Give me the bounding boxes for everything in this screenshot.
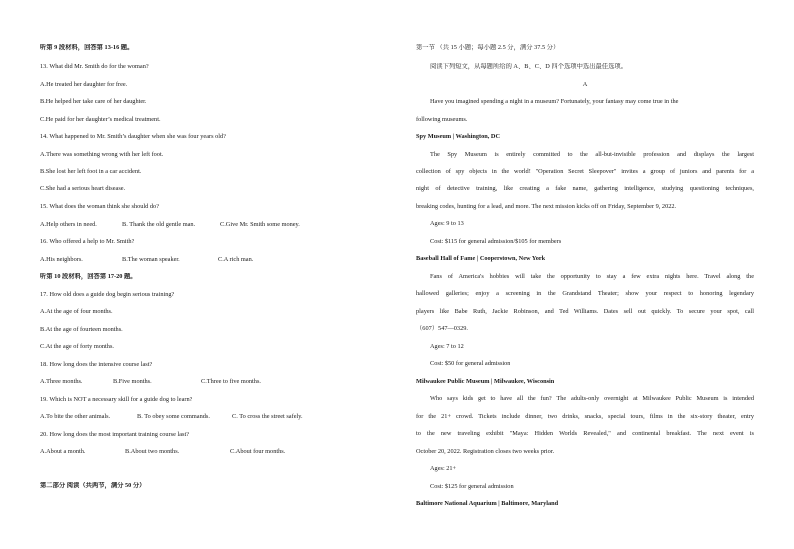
baseball-title: Baseball Hall of Fame | Cooperstown, New York bbox=[416, 255, 546, 262]
q19-options bbox=[40, 413, 385, 421]
milwaukee-ages: Ages: 21+ bbox=[430, 465, 457, 472]
q16-option-a: A.His neighbors. bbox=[40, 256, 83, 263]
q20-option-a: A.About a month. bbox=[40, 448, 86, 455]
spy-text-line-1: The Spy Museum is entirely committed to the all-but-invisible profession and displays the largest bbox=[430, 151, 754, 158]
question-15: 15. What does the woman think she should do? bbox=[40, 203, 159, 210]
baseball-ages: Ages: 7 to 12 bbox=[430, 343, 464, 350]
baseball-cost: Cost: $50 for general admission bbox=[430, 360, 511, 367]
baseball-text-line-2: hallowed galleries; enjoy a screening in the Grandstand Theater; show your respect to honoring legendary bbox=[416, 290, 754, 297]
q18-option-b: B.Five months. bbox=[113, 378, 152, 385]
q13-option-a: A.He treated her daughter for free. bbox=[40, 81, 128, 88]
q13-option-b: B.He helped her take care of her daughter. bbox=[40, 98, 147, 105]
section-9-heading: 听第 9 段材料，回答第 13-16 题。 bbox=[40, 44, 134, 51]
q17-option-b: B.At the age of fourteen months. bbox=[40, 326, 123, 333]
section-1-heading: 第一节 （共 15 小题；每小题 2.5 分，满分 37.5 分） bbox=[416, 44, 560, 51]
milwaukee-text-line-3: to the new traveling exhibit "Maya: Hidden Worlds Revealed," and continental breakfast. The next event is bbox=[416, 430, 754, 437]
q19-option-c: C. To cross the street safely. bbox=[232, 413, 303, 420]
q18-option-c: C.Three to five months. bbox=[201, 378, 261, 385]
baseball-text-line-3: players like Babe Ruth, Jackie Robinson, and Ted Williams. Dates sell out quickly. To secure your spot, call bbox=[416, 308, 754, 315]
spy-text-line-3: night of detective training, like creating a fake name, gathering intelligence, studying questioning techniques, bbox=[416, 185, 754, 192]
baseball-text-line-4: （607）547—0329. bbox=[416, 325, 468, 332]
q15-option-b: B. Thank the old gentle man. bbox=[122, 221, 196, 228]
milwaukee-text-line-1: Who says kids get to have all the fun? The adults-only overnight at Milwaukee Public Museum is intended bbox=[430, 395, 754, 402]
q16-option-b: B.The woman speaker. bbox=[122, 256, 180, 263]
q18-options bbox=[40, 378, 385, 386]
spy-museum-title: Spy Museum | Washington, DC bbox=[416, 133, 501, 140]
milwaukee-title: Milwaukee Public Museum | Milwaukee, Wisconsin bbox=[416, 378, 555, 385]
q17-option-a: A.At the age of four months. bbox=[40, 308, 113, 315]
q15-option-a: A.Help others in need. bbox=[40, 221, 97, 228]
intro-line-2: following museums. bbox=[416, 116, 468, 123]
question-18: 18. How long does the intensive course last? bbox=[40, 361, 153, 368]
baseball-text-line-1: Fans of America's hobbies will take the opportunity to stay a few extra nights here. Travel along the bbox=[430, 273, 754, 280]
q15-options bbox=[40, 221, 385, 229]
spy-text-line-4: breaking codes, hunting for a lead, and more. The next mission kicks off on Friday, September 9, 2022. bbox=[416, 203, 677, 210]
q19-option-b: B. To obey some commands. bbox=[137, 413, 210, 420]
q13-option-c: C.He paid for her daughter’s medical treatment. bbox=[40, 116, 161, 123]
q16-options bbox=[40, 256, 385, 264]
q20-option-c: C.About four months. bbox=[230, 448, 286, 455]
question-14: 14. What happened to Mr. Smith’s daughter when she was four years old? bbox=[40, 133, 226, 140]
q14-option-c: C.She had a serious heart disease. bbox=[40, 185, 126, 192]
reading-instruction: 阅读下列短文，从每题所给的 A、B、C、D 四个选项中选出最佳选项。 bbox=[430, 63, 627, 70]
q19-option-a: A.To bite the other animals. bbox=[40, 413, 111, 420]
spy-ages: Ages: 9 to 13 bbox=[430, 220, 464, 227]
q17-option-c: C.At the age of forty months. bbox=[40, 343, 114, 350]
q15-option-c: C.Give Mr. Smith some money. bbox=[220, 221, 300, 228]
baltimore-title: Baltimore National Aquarium | Baltimore, Maryland bbox=[416, 500, 559, 507]
part-2-heading: 第二部分 阅读（共两节，满分 50 分） bbox=[40, 482, 146, 489]
spy-text-line-2: collection of spy objects in the world! "Operation Secret Sleepover" invites a group of juniors and parents for a bbox=[416, 168, 754, 175]
question-17: 17. How old does a guide dog begin serious training? bbox=[40, 291, 175, 298]
question-19: 19. Which is NOT a necessary skill for a guide dog to learn? bbox=[40, 396, 193, 403]
q18-option-a: A.Three months. bbox=[40, 378, 83, 385]
q20-options bbox=[40, 448, 385, 456]
intro-line-1: Have you imagined spending a night in a museum? Fortunately, your fantasy may come true in the bbox=[430, 98, 679, 105]
section-10-heading: 听第 10 段材料，回答第 17-20 题。 bbox=[40, 273, 137, 280]
q14-option-a: A.There was something wrong with her left foot. bbox=[40, 151, 164, 158]
spy-cost: Cost: $115 for general admission/$105 for members bbox=[430, 238, 562, 245]
q20-option-b: B.About two months. bbox=[125, 448, 180, 455]
passage-label: A bbox=[582, 81, 588, 88]
question-20: 20. How long does the most important training course last? bbox=[40, 431, 190, 438]
question-16: 16. Who offered a help to Mr. Smith? bbox=[40, 238, 135, 245]
milwaukee-text-line-4: October 20, 2022. Registration closes two weeks prior. bbox=[416, 448, 555, 455]
milwaukee-text-line-2: for the 21+ crowd. Tickets include dinner, two drinks, snacks, special tours, films in the six-story theater, entry bbox=[416, 413, 754, 420]
q14-option-b: B.She lost her left foot in a car accident. bbox=[40, 168, 142, 175]
question-13: 13. What did Mr. Smith do for the woman? bbox=[40, 63, 149, 70]
q16-option-c: C.A rich man. bbox=[218, 256, 254, 263]
milwaukee-cost: Cost: $125 for general admission bbox=[430, 483, 514, 490]
